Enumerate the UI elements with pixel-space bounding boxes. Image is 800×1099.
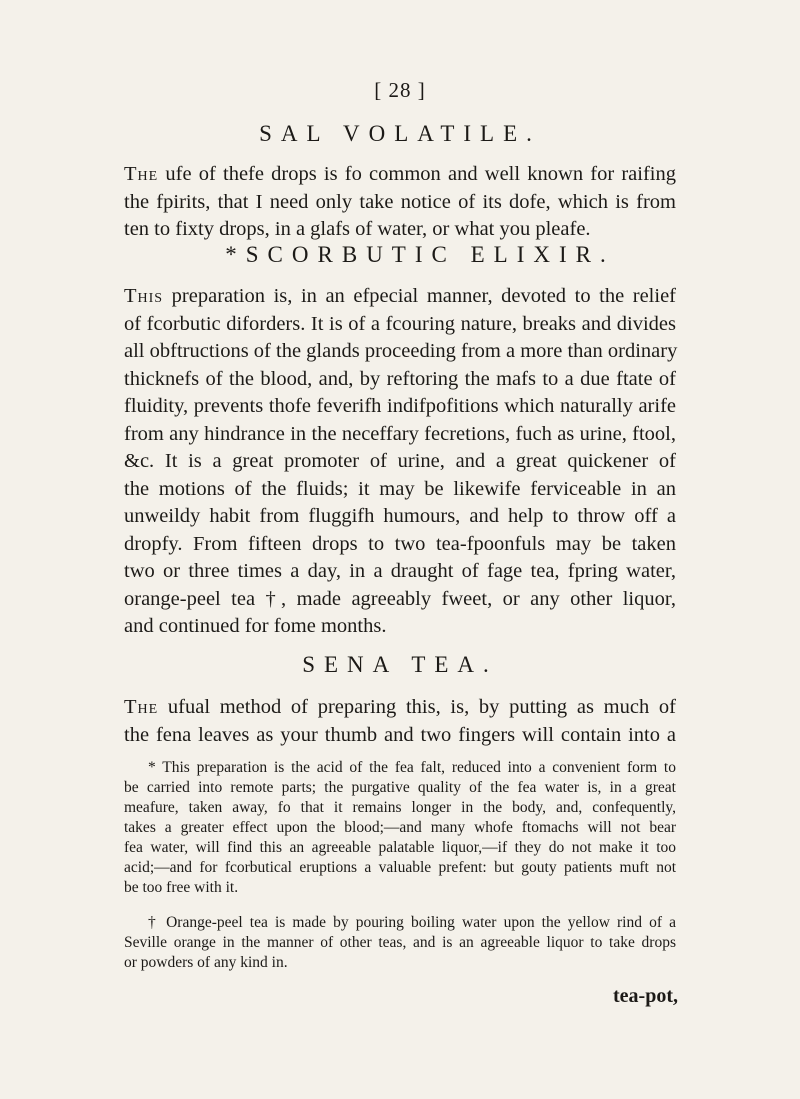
text-line: fluidity, prevents thofe feverifh indifpofitions which naturally arife [124, 395, 676, 417]
footnote-line: be carried into remote parts; the purgative quality of the fea water is, in a great [124, 779, 676, 796]
section-text-scorbutic-elixir [124, 283, 676, 641]
lead-word: The [124, 163, 159, 185]
text-line: the fpirits, that I need only take notice of its dofe, which is from [124, 190, 676, 213]
text-line: the motions of the fluids; it may be likewife ferviceable in an [124, 477, 676, 500]
footnote-dagger [124, 913, 676, 973]
lead-word: This [124, 285, 164, 307]
footnote-line: † Orange-peel tea is made by pouring boiling water upon the yellow rind of a [148, 914, 676, 931]
text-line: ten to fixty drops, in a glafs of water, or what you pleafe. [124, 218, 591, 240]
footnote-line: acid;—and for fcorbutical eruptions a valuable prefent: but gouty patients muft not [124, 859, 676, 876]
section-heading-sal-volatile: SAL VOLATILE. [259, 121, 541, 146]
text-line: The ufe of thefe drops is fo common and well known for raifing [124, 163, 676, 185]
footnote-asterisk [124, 758, 676, 898]
text-line: orange-peel tea †, made agreeably fweet, or any other liquor, [124, 587, 676, 610]
section-text-sal-volatile [124, 161, 676, 244]
footnote-line: meafure, taken away, fo that it remains longer in the body, and, confequently, [124, 799, 676, 816]
footnote-line: Seville orange in the manner of other teas, and is an agreeable liquor to take drops [124, 934, 676, 951]
text-line: unweildy habit from fluggifh humours, and help to throw off a [124, 505, 676, 527]
footnote-line: * This preparation is the acid of the fea falt, reduced into a convenient form to [148, 759, 676, 776]
lead-word: The [124, 696, 159, 718]
footnote-line: or powders of any kind in. [124, 954, 288, 971]
text-line: all obftructions of the glands proceeding from a more than ordinary [124, 340, 678, 362]
text-line: The ufual method of preparing this, is, by putting as much of [124, 696, 676, 718]
section-text-sena-tea [124, 694, 676, 749]
text-line: dropfy. From fifteen drops to two tea-fpoonfuls may be taken [124, 532, 676, 555]
text-line: of fcorbutic diforders. It is of a fcouring nature, breaks and divides [124, 312, 676, 335]
footnote-line: fea water, will find this an agreeable palatable liquor,—if they do not make it too [124, 839, 676, 856]
text-line: the fena leaves as your thumb and two fingers will contain into a [124, 723, 676, 746]
footnote-line: be too free with it. [124, 879, 239, 896]
text-line: thicknefs of the blood, and, by reftoring the mafs to a due ftate of [124, 367, 676, 390]
text-line: from any hindrance in the neceffary fecretions, fuch as urine, ftool, [124, 422, 676, 445]
section-heading-sena-tea: SENA TEA. [302, 652, 498, 677]
footnote-line: takes a greater effect upon the blood;—and many whofe ftomachs will not bear [124, 819, 676, 836]
page-number: [ 28 ] [374, 78, 426, 102]
section-heading-scorbutic-elixir: *SCORBUTIC ELIXIR. [225, 242, 615, 267]
text-line: This preparation is, in an efpecial manner, devoted to the relief [124, 285, 676, 307]
catchword: tea-pot, [613, 985, 678, 1007]
text-line: and continued for fome months. [124, 615, 387, 637]
text-line: &c. It is a great promoter of urine, and a great quickener of [124, 450, 676, 472]
text-line: two or three times a day, in a draught of fage tea, fpring water, [124, 560, 676, 582]
